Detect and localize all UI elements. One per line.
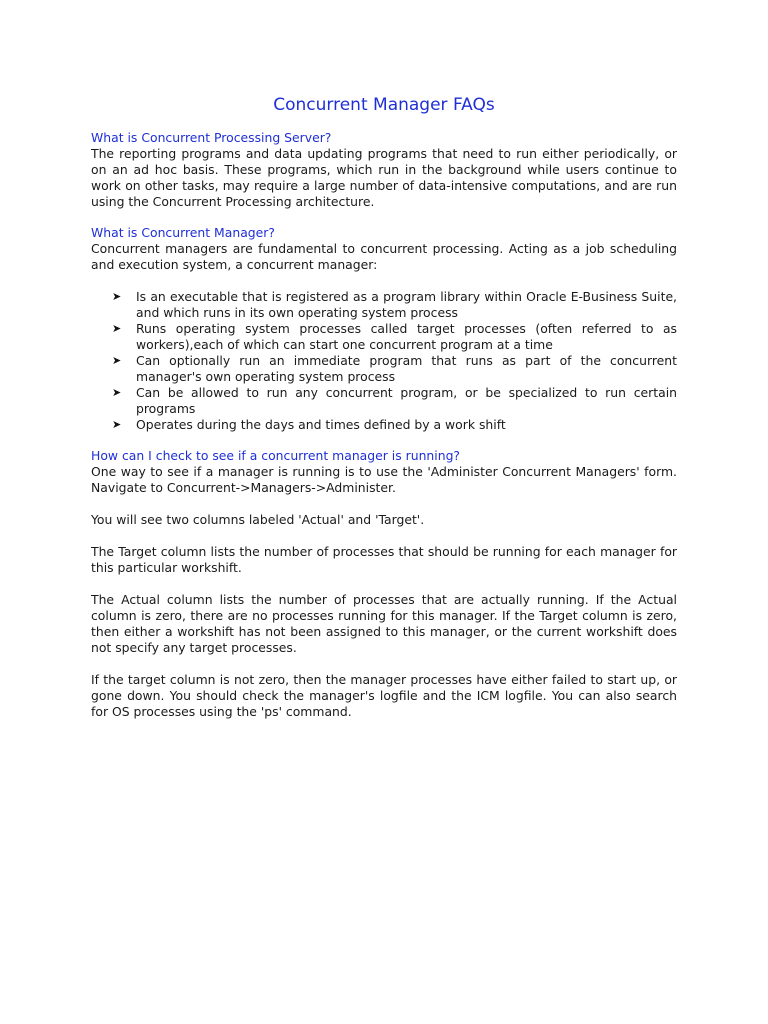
arrow-bullet-icon: ➤ [112, 386, 122, 399]
faq-answer-concurrent-manager: Concurrent managers are fundamental to concurrent processing. Acting as a job scheduling and execution system, a concurrent manager: [91, 241, 677, 272]
list-item [112, 417, 677, 433]
list-item-text: Can optionally run an immediate program that runs as part of the concurrent manager's own operating system process [136, 353, 677, 384]
faq-answer-paragraph: The Actual column lists the number of processes that are actually running. If the Actual column is zero, there are no processes running for this manager. If the Target column is zero, then either a workshift has not been assigned to this manager, or the current workshift does not specify any target processes. [91, 592, 677, 655]
arrow-bullet-icon: ➤ [112, 418, 122, 431]
faq-answer-paragraph: One way to see if a manager is running is to use the 'Administer Concurrent Managers' form. Navigate to Concurrent->Managers->Administer. [91, 464, 677, 495]
faq-answer-paragraph: The Target column lists the number of processes that should be running for each manager for this particular workshift. [91, 544, 677, 575]
arrow-bullet-icon: ➤ [112, 354, 122, 367]
faq-answer-paragraph: If the target column is not zero, then the manager processes have either failed to start up, or gone down. You should check the manager's logfile and the ICM logfile. You can also search for OS processes using the 'ps' command. [91, 672, 677, 719]
list-item-text: Operates during the days and times defined by a work shift [136, 417, 506, 432]
section-spacer [91, 433, 677, 448]
list-item-text: Runs operating system processes called target processes (often referred to as workers),each of which can start one concurrent program at a time [136, 321, 677, 352]
faq-question-concurrent-processing-server: What is Concurrent Processing Server? [91, 130, 332, 145]
list-item [112, 321, 677, 353]
section-spacer [91, 210, 677, 225]
faq-answer-paragraph: You will see two columns labeled 'Actual' and 'Target'. [91, 512, 425, 527]
list-item [112, 289, 677, 321]
paragraph-spacer [91, 576, 677, 592]
faq-question-check-manager-running: How can I check to see if a concurrent manager is running? [91, 448, 461, 463]
list-item [112, 385, 677, 417]
paragraph-spacer [91, 528, 677, 544]
concurrent-manager-bullet-list [91, 289, 677, 433]
paragraph-spacer [91, 656, 677, 672]
document-body [91, 130, 677, 720]
page-title: Concurrent Manager FAQs [273, 95, 495, 115]
arrow-bullet-icon: ➤ [112, 322, 122, 335]
faq-question-concurrent-manager: What is Concurrent Manager? [91, 225, 275, 240]
section-spacer [91, 273, 677, 289]
paragraph-spacer [91, 496, 677, 512]
list-item-text: Can be allowed to run any concurrent program, or be specialized to run certain programs [136, 385, 677, 416]
list-item-text: Is an executable that is registered as a program library within Oracle E-Business Suite, and which runs in its own operating system process [136, 289, 677, 320]
faq-answer-concurrent-processing-server: The reporting programs and data updating programs that need to run either periodically, or on an ad hoc basis. These programs, which run in the background while users continue to work on other tasks, may require a large number of data-intensive computations, and are run using the Concurrent Processing architecture. [91, 146, 677, 209]
arrow-bullet-icon: ➤ [112, 290, 122, 303]
list-item [112, 353, 677, 385]
